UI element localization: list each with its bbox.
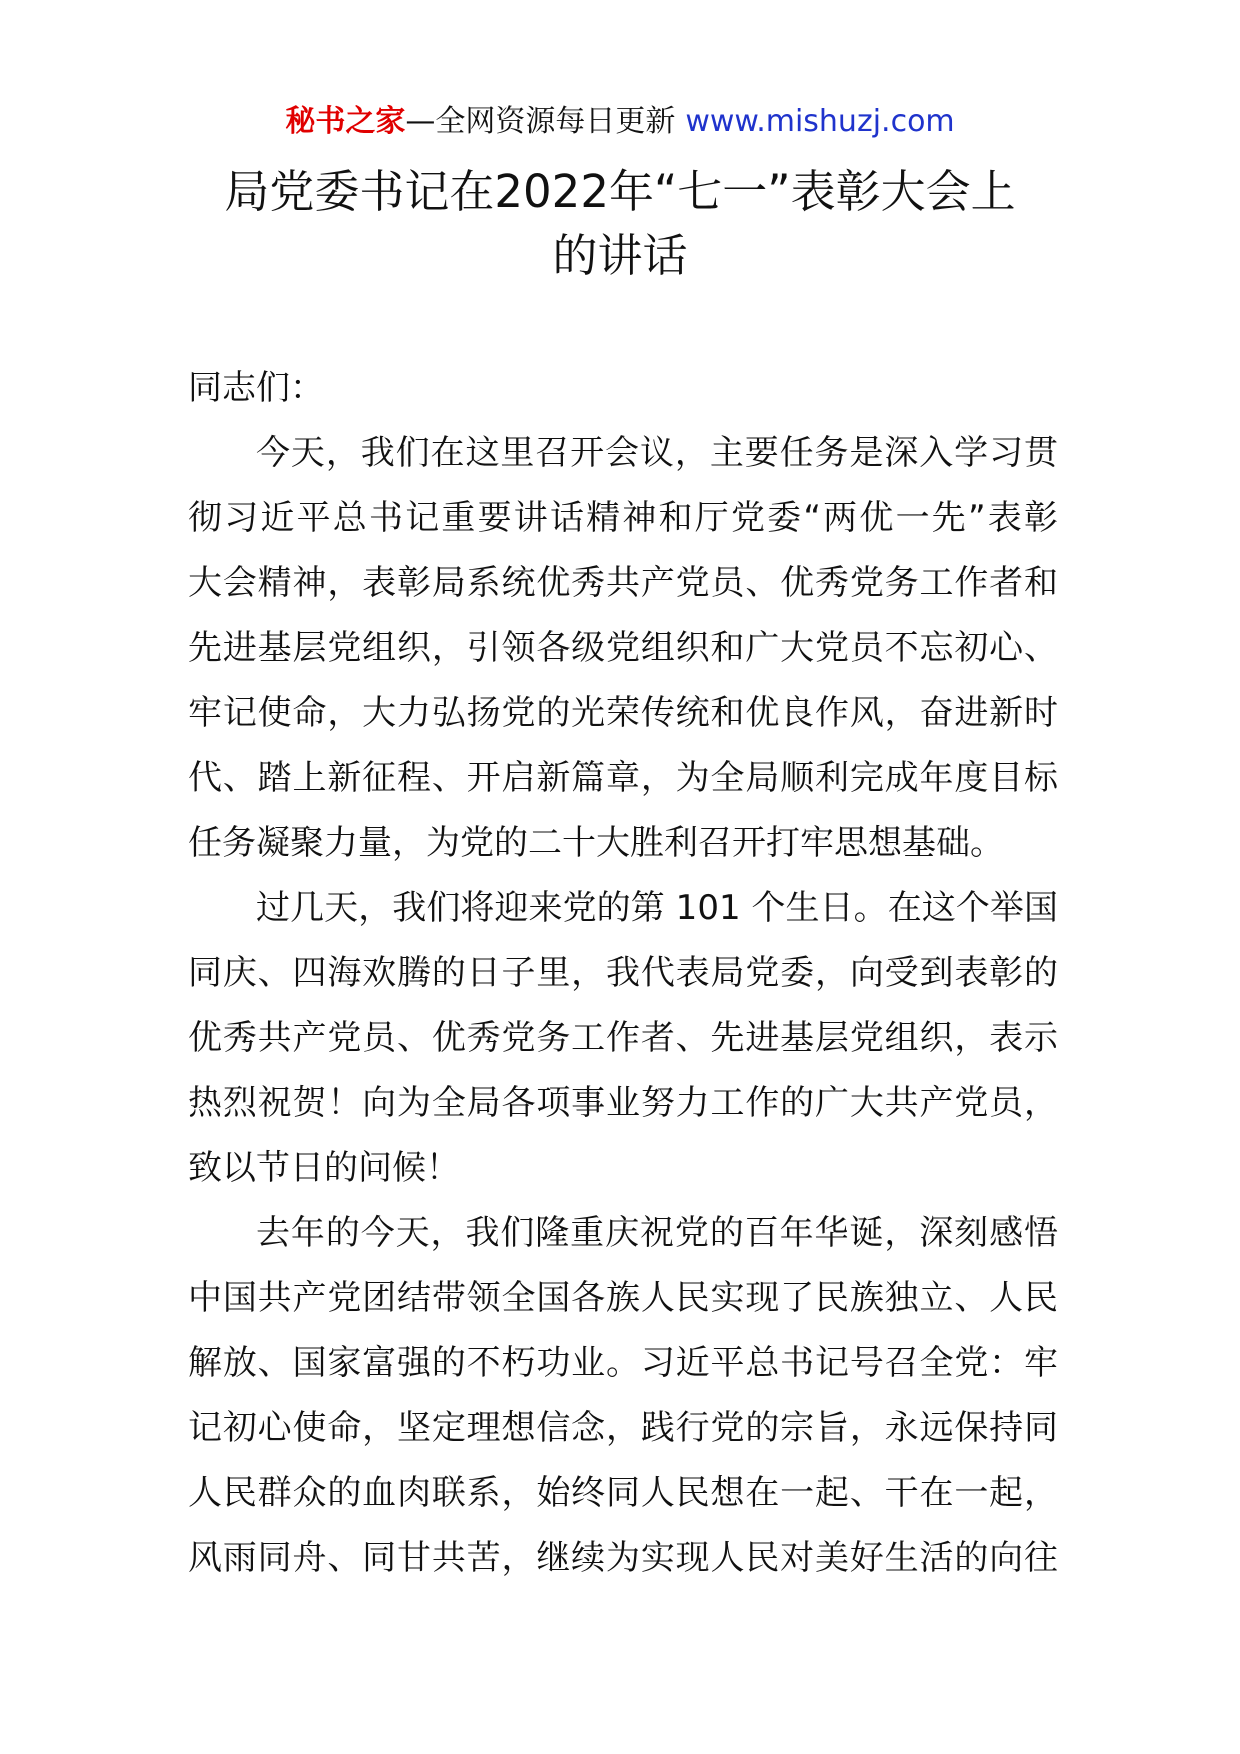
body-text-line: 代、踏上新征程、开启新篇章，为全局顺利完成年度目标 bbox=[188, 758, 1058, 798]
body-text-line: 记初心使命，坚定理想信念，践行党的宗旨，永远保持同 bbox=[188, 1408, 1058, 1448]
body-text-line: 中国共产党团结带领全国各族人民实现了民族独立、人民 bbox=[188, 1278, 1058, 1318]
website-url: www.mishuzj.com bbox=[685, 104, 955, 139]
body-text-line: 牢记使命，大力弘扬党的光荣传统和优良作风，奋进新时 bbox=[188, 693, 1058, 733]
body-text-line: 今天，我们在这里召开会议，主要任务是深入学习贯 bbox=[256, 433, 1058, 473]
body-text-line: 彻习近平总书记重要讲话精神和厅党委“两优一先”表彰 bbox=[188, 498, 1058, 538]
document-body bbox=[188, 356, 1058, 1591]
body-text-line: 热烈祝贺！向为全局各项事业努力工作的广大共产党员， bbox=[188, 1083, 1058, 1123]
body-text-line: 大会精神，表彰局系统优秀共产党员、优秀党务工作者和 bbox=[188, 563, 1058, 603]
body-text-line: 同志们： bbox=[188, 368, 324, 408]
document-title bbox=[140, 160, 1100, 288]
body-text-line: 去年的今天，我们隆重庆祝党的百年华诞，深刻感悟 bbox=[256, 1213, 1058, 1253]
body-text-line: 任务凝聚力量，为党的二十大胜利召开打牢思想基础。 bbox=[188, 823, 1004, 863]
body-text-line: 风雨同舟、同甘共苦，继续为实现人民对美好生活的向往 bbox=[188, 1538, 1058, 1578]
title-line: 的讲话 bbox=[552, 229, 688, 282]
body-text-line: 解放、国家富强的不朽功业。习近平总书记号召全党：牢 bbox=[188, 1343, 1058, 1383]
body-text-line: 致以节日的问候！ bbox=[188, 1148, 460, 1188]
brand-name: 秘书之家 bbox=[285, 104, 406, 139]
header-banner bbox=[0, 100, 1240, 144]
body-text-line: 人民群众的血肉联系，始终同人民想在一起、干在一起， bbox=[188, 1473, 1058, 1513]
body-text-line: 先进基层党组织，引领各级党组织和广大党员不忘初心、 bbox=[188, 628, 1058, 668]
title-line: 局党委书记在2022年“七一”表彰大会上 bbox=[224, 165, 1016, 218]
banner-slogan: —全网资源每日更新 bbox=[405, 104, 676, 139]
body-text-line: 同庆、四海欢腾的日子里，我代表局党委，向受到表彰的 bbox=[188, 953, 1058, 993]
body-text-line: 优秀共产党员、优秀党务工作者、先进基层党组织，表示 bbox=[188, 1018, 1058, 1058]
body-text-line: 过几天，我们将迎来党的第 101 个生日。在这个举国 bbox=[256, 888, 1058, 928]
